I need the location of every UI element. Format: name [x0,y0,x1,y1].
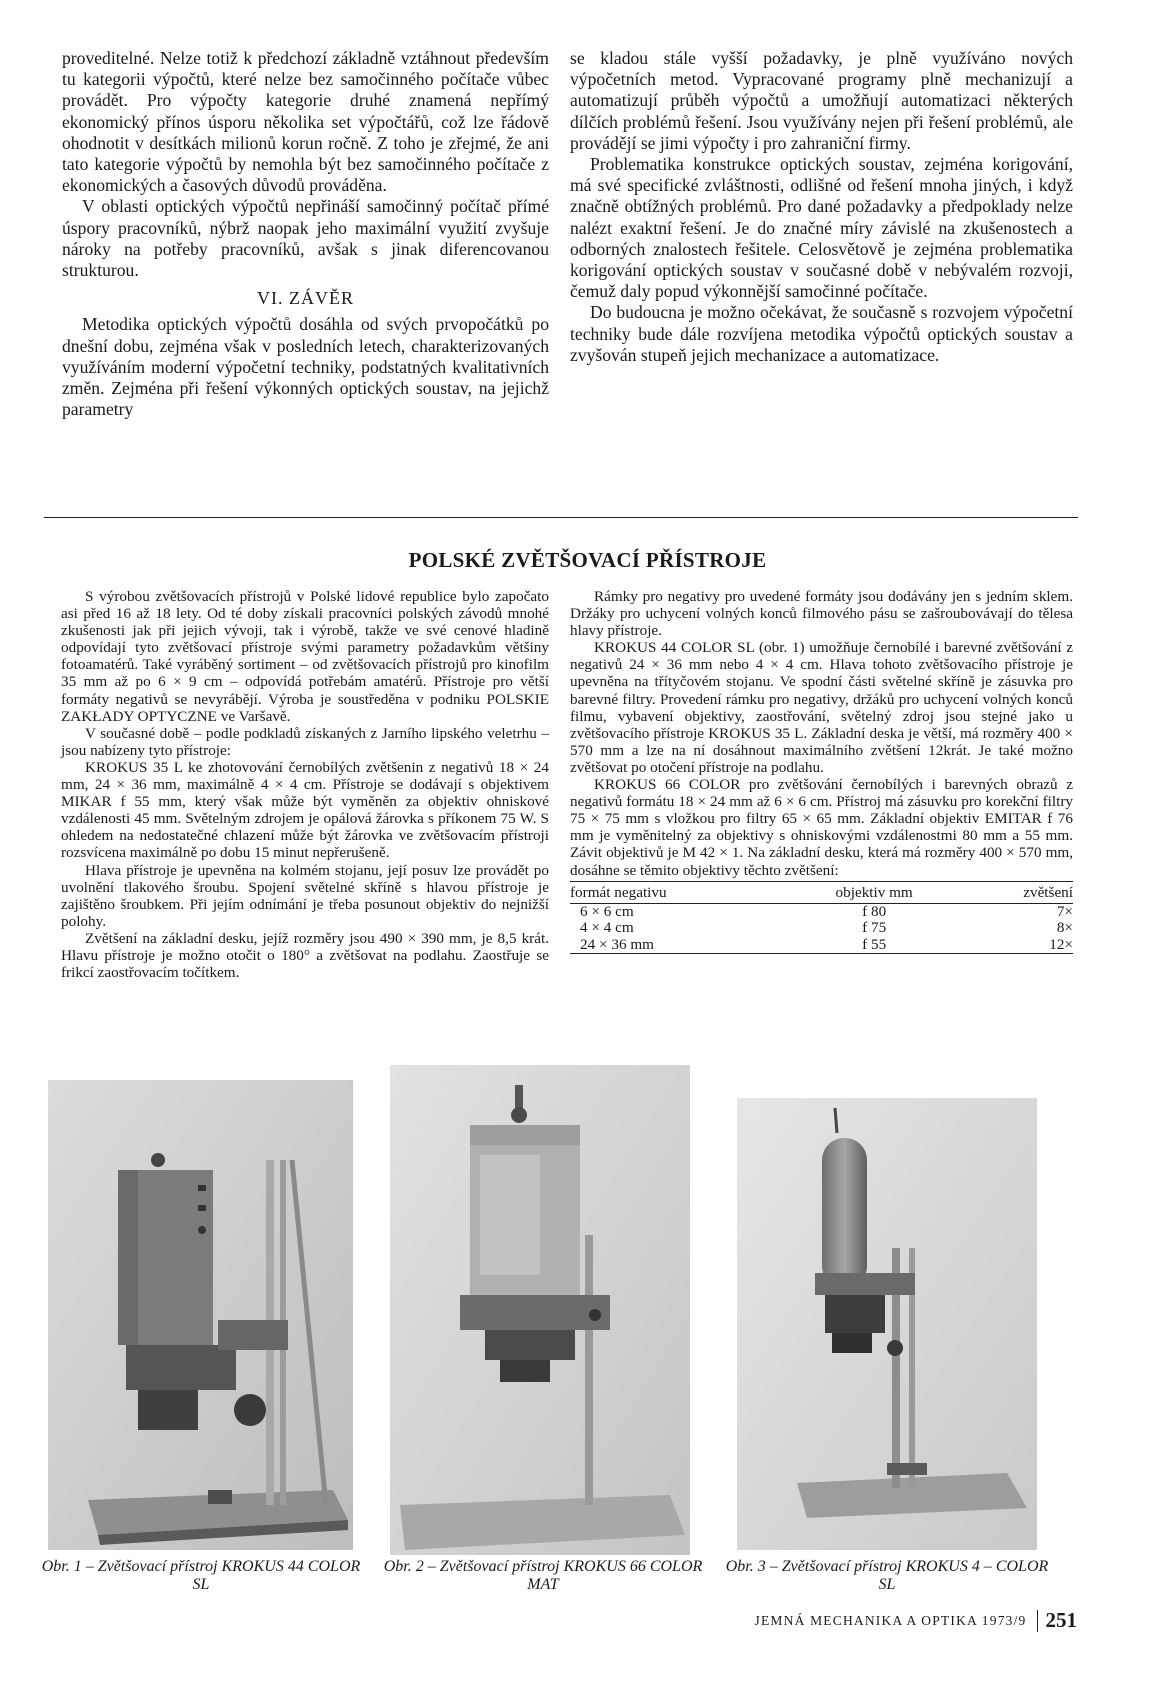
section-divider [44,517,1078,518]
article-left-column [61,588,549,981]
paragraph: S výrobou zvětšovacích přístrojů v Polské lidové republice bylo započato asi před 16 až 18 lety. Od té doby získali pracovníci polských závodů mnohé zkušenosti jak při jejich vývoji, tak i výrobě, takže ve své cenové hladině odpovídají tyto zvětšovací přístroje svými parametry požadavkům většiny fotoamatérů. Také vyráběný sortiment – od zvětšovacích přístrojů pro kinofilm 35 mm až po 6 × 9 cm – odpovídá potřebám amatérů. Přístroje pro větší formáty negativů se nevyrábějí. Výroba je soustředěna v podniku POLSKIE ZAKŁADY OPTYCZNE ve Varšavě. [61,588,549,725]
paragraph: Hlava přístroje je upevněna na kolmém stojanu, její posuv lze provádět po uvolnění tlakového šroubu. Spojení světelné skříně s hlavou přístroje je zajištěno šroubkem. Při jejím odnímání je třeba posunout objektiv do nejnižší polohy. [61,861,549,930]
paragraph: KROKUS 44 COLOR SL (obr. 1) umožňuje černobílé i barevné zvětšování z negativů 24 × 36 mm nebo 4 × 4 cm. Hlava tohoto zvětšovacího přístroje je upevněna na třítyčovém stojanu. Ve spodní části světelné skříně je zásuvka pro barevné filtry. Provedení rámku pro negativy, držáků pro uchycení volných konců filmu, vybavení objektivy, zaostřování, světelný zdroj jsou stejné jako u zvětšovacího přístroje KROKUS 35 L. Základní deska je větší, má rozměry 400 × 570 mm a lze na ní dosáhnout maximálního zvětšení 12krát. Je také možno zvětšovat po otočení přístroje na podlahu. [570,639,1073,776]
table-row [570,937,1073,954]
table-cell: 8× [1056,919,1073,937]
table-cell: 24 × 36 mm [570,937,787,954]
table-header-row [570,881,1073,903]
top-right-column [570,48,1073,366]
article-right-column [570,588,1073,954]
paragraph: Zvětšení na základní desku, jejíž rozměry jsou 490 × 390 mm, je 8,5 krát. Hlavu přístroje je možno otočit o 180° a zvětšovat na podlahu. Zaostřuje se frikcí zaostřovacím točítkem. [61,929,549,982]
table-cell: 4 × 4 cm [580,919,634,937]
paragraph: Problematika konstrukce optických soustav, zejména korigování, má své specifické zvláštnosti, odlišné od řešení mnoha jiných, i když značně obtížných problémů. Pro dané požadavky a předpoklady nelze nalézt exaktní řešení. Je do značné míry závislé na zkušenostech a odborných znalostech řešitele. Celosvětově je zejména problematika korigování optických soustav v současné době v nebývalém rozvoji, čemuž daly popud výkonnější samočinné počítače. [570,154,1073,302]
section-heading: VI. ZÁVĚR [257,288,354,309]
figure-3-caption: Obr. 3 – Zvětšovací přístroj KROKUS 4 – COLOR SL [725,1558,1049,1593]
paragraph: V současné době – podle podkladů získaných z Jarního lipského veletrhu – jsou nabízeny tyto přístroje: [61,724,549,759]
figure-2-photo [390,1065,690,1555]
table-header: formát negativu [570,881,787,903]
paragraph: se kladou stále vyšší požadavky, je plně využíváno nových výpočetních metod. Vypracované programy plně mechanizují a automatizují průběh výpočtů a umožňují automatizaci některých dílčích problémů řešení. Jsou využívány nejen při řešení problémů, ale provádějí se jimi výpočty i pro zahraniční firmy. [570,48,1073,153]
journal-name: JEMNÁ MECHANIKA A OPTIKA 1973/9 [754,1612,1027,1628]
paragraph: Rámky pro negativy pro uvedené formáty jsou dodávány jen s jedním sklem. Držáky pro uchycení volných konců filmového pásu se zašroubovávají do tělesa hlavy přístroje. [570,588,1073,640]
paragraph: Metodika optických výpočtů dosáhla od svých prvopočátků po dnešní dobu, zejména však v posledních letech, charakterizovaných využíváním moderní výpočetní techniky, podstatných kvalitativních změn. Zejména při řešení výkonných optických soustav, na jejichž parametry [62,314,549,420]
paragraph: KROKUS 66 COLOR pro zvětšování černobílých i barevných obrazů z negativů formátu 18 × 24 mm až 6 × 6 cm. Přístroj má zásuvku pro korekční filtry 75 × 75 mm s vložkou pro filtry 65 × 65 mm. Základní objektiv EMITAR f 76 mm je vyměnitelný za objektivy s ohniskovými vzdálenostmi 80 mm a 55 mm. Závit objektivů je M 42 × 1. Na základní desku, která má rozměry 400 × 570 mm, dosáhne se těmito objektivy těchto zvětšení: [570,776,1073,879]
article-title: POLSKÉ ZVĚTŠOVACÍ PŘÍSTROJE [408,548,767,572]
table-cell: f 55 [787,937,961,954]
table-row [570,903,1073,920]
table-cell: 6 × 6 cm [580,902,634,920]
table-cell: f 80 [862,902,887,920]
page-number: 251 [1045,1608,1077,1632]
table-cell: f 75 [862,919,887,937]
paragraph: V oblasti optických výpočtů nepřináší samočinný počítač přímé úspory pracovníků, nýbrž naopak jeho maximální využití zvyšuje nároky na potřeby pracovníků, avšak s jinak diferencovanou strukturou. [62,196,549,281]
table-header: zvětšení [961,881,1073,903]
figure-3-photo [737,1098,1037,1550]
figure-1-photo [48,1080,353,1550]
magnification-table [570,881,1073,955]
table-cell: 7× [1056,902,1073,920]
table-cell: 12× [961,937,1073,954]
figure-1-caption: Obr. 1 – Zvětšovací přístroj KROKUS 44 COLOR SL [41,1558,361,1593]
paragraph: KROKUS 35 L ke zhotovování černobílých zvětšenin z negativů 18 × 24 mm, 24 × 36 mm, maximálně 4 × 4 cm. Přístroje se dodávají s objektivem MIKAR f 55 mm, který však může být vyměněn za objektiv ohniskové vzdálenosti 45 mm. Světelným zdrojem je opálová žárovka s příkonem 75 W. S ohledem na nedostatečné chlazení může být žárovka ve zvětšovacím přístroji rozsvícena maximálně po dobu 15 minut nepřerušeně. [61,758,549,862]
footer-divider [1037,1610,1038,1632]
table-header: objektiv mm [787,881,961,903]
top-left-column [62,48,549,420]
table-row [570,920,1073,937]
page-footer [755,1608,1077,1633]
figure-2-caption: Obr. 2 – Zvětšovací přístroj KROKUS 66 COLOR MAT [383,1558,703,1593]
paragraph: Do budoucna je možno očekávat, že současně s rozvojem výpočetní techniky bude dále rozvíjena metodika výpočtů optických soustav a zvyšován stupeň jejich mechanizace a automatizace. [570,302,1073,365]
paragraph: proveditelné. Nelze totiž k předchozí základně vztáhnout především tu kategorii výpočtů, které nelze bez samočinného počítače vůbec provádět. Pro výpočty kategorie druhé znamená nepřímý ekonomický přínos úsporu několika set výpočtářů, což lze řádově ohodnotit v desítkách milionů korun ročně. Z toho je zřejmé, že ani tato kategorie výpočtů by nemohla být bez samočinného počítače z ekonomických a časových důvodů prováděna. [62,48,549,196]
